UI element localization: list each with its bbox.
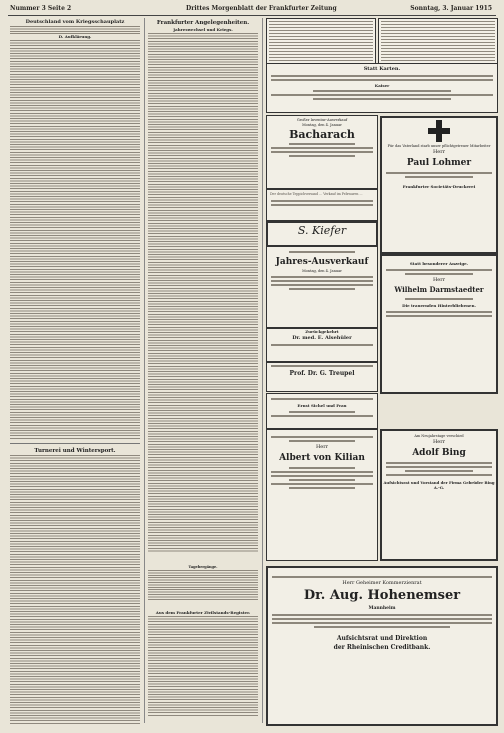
ad-lohmer-firm: Frankfurter Societäts-Druckerei bbox=[402, 184, 476, 189]
header-date: Sonntag, 3. Januar 1915 bbox=[410, 5, 492, 12]
article-body bbox=[10, 40, 140, 440]
ad-lohmer bbox=[380, 116, 498, 254]
local-news-body bbox=[148, 33, 258, 553]
local-news-subtitle: Jahreswechsel und Kriegs. bbox=[173, 27, 233, 32]
ad-kilian bbox=[266, 429, 378, 561]
article-subtitle: D. Aufklärung. bbox=[58, 34, 92, 39]
ad-lohmer-intro: Für das Vaterland starb unser pflichtgetreuer Mitarbeiter bbox=[387, 144, 491, 148]
article-column-1 bbox=[10, 19, 140, 724]
ad-kiefer-logo: S. Kiefer bbox=[297, 224, 347, 237]
ad-bacharach-inventur: Großer Inventur-Ausverkauf bbox=[296, 118, 348, 122]
ad-bing-intro: Am Neujahrstage verschied bbox=[414, 434, 464, 438]
ad-hohenemser-firm2: der Rheinischen Creditbank. bbox=[333, 644, 431, 651]
ad-jahres bbox=[266, 246, 378, 328]
ad-zurueck bbox=[266, 328, 378, 362]
ad-bing-firm: Aufsichtsrat und Vorstand der Firma Gebrüder Bing A.-G. bbox=[383, 480, 495, 490]
ad-top-right bbox=[378, 18, 498, 64]
ad-jahres-title: Jahres-Ausverkauf bbox=[275, 257, 369, 267]
ad-zurueck-title: Zurückgekehrt bbox=[305, 329, 339, 334]
ad-top-notice bbox=[266, 18, 376, 64]
article-column-2 bbox=[148, 19, 258, 564]
ad-hohenemser-name: Dr. Aug. Hohenemser bbox=[303, 588, 461, 603]
zivilstand-title: Aus dem Frankfurter Zivilstands-Register. bbox=[155, 610, 251, 615]
local-news-title: Frankfurter Angelegenheiten. bbox=[156, 20, 250, 26]
ad-statt-karten-title: Statt Karten. bbox=[363, 66, 401, 72]
ad-kilian-name: Albert von Kilian bbox=[279, 453, 365, 463]
ad-bacharach bbox=[266, 115, 378, 189]
ad-bing-herr: Herr bbox=[432, 439, 446, 445]
column-rule bbox=[262, 18, 263, 723]
tagesbergaenge-table bbox=[148, 570, 258, 600]
ad-bing-name: Adolf Bing bbox=[412, 448, 466, 458]
ad-statt-karten bbox=[266, 63, 498, 113]
ad-dr-med: Dr. med. E. Alsehüler bbox=[292, 335, 352, 341]
page-header bbox=[8, 3, 496, 16]
ad-jahres-date: Montag, den 4. Januar bbox=[302, 269, 342, 273]
ad-kilian-herr: Herr bbox=[315, 444, 329, 450]
sport-title: Turnerei und Wintersport. bbox=[34, 448, 116, 454]
header-issue: Nummer 3 Seite 2 bbox=[10, 5, 72, 12]
ad-hohenemser bbox=[266, 566, 498, 726]
article-title: Deutschland vom Kriegsschauplatz bbox=[25, 19, 125, 25]
ad-hohenemser-city: Mannheim bbox=[368, 606, 396, 611]
divider bbox=[10, 443, 140, 444]
ad-lohmer-name: Paul Lohmer bbox=[406, 158, 472, 168]
ad-sichel bbox=[266, 393, 378, 429]
iron-cross-icon bbox=[428, 120, 450, 142]
tagesbergaenge-title: Tagebergänge. bbox=[188, 565, 218, 569]
ad-darmstaedter bbox=[380, 254, 498, 394]
ad-kiefer bbox=[266, 221, 378, 247]
ad-bing bbox=[380, 429, 498, 561]
ad-treupel-name: Prof. Dr. G. Treupel bbox=[289, 370, 355, 377]
ad-hohenemser-herr: Herr Geheimer Kommerzienrat bbox=[342, 580, 422, 586]
ad-hohenemser-firm1: Aufsichtsrat und Direktion bbox=[336, 635, 428, 642]
ad-bacharach-date: Montag, den 4. Januar bbox=[302, 123, 342, 127]
ad-teppich bbox=[266, 189, 378, 221]
tagesbergaenge-block bbox=[148, 565, 258, 605]
article-text bbox=[10, 26, 140, 34]
column-rule bbox=[144, 18, 145, 723]
ad-lohmer-herr: Herr bbox=[432, 149, 446, 155]
ad-sichel-name: Ernst Sichel und Frau bbox=[297, 403, 347, 408]
ad-darmstaedter-statt: Statt besonderer Anzeige. bbox=[409, 261, 469, 266]
zivilstand-block bbox=[148, 610, 258, 722]
sport-body bbox=[10, 455, 140, 724]
ad-treupel bbox=[266, 362, 378, 392]
header-paper-title: Drittes Morgenblatt der Frankfurter Zeitung bbox=[186, 5, 337, 12]
zivilstand-body bbox=[148, 616, 258, 716]
ad-statt-karten-kaiser: Kaiser bbox=[374, 83, 390, 88]
ad-darmstaedter-herr: Herr bbox=[432, 277, 446, 283]
ad-bacharach-name: Bacharach bbox=[289, 128, 355, 141]
ad-darmstaedter-name: Wilhelm Darmstaedter bbox=[394, 285, 484, 294]
ad-teppich-text: Der deutsche Teppichversand ... Verkauf im Pelzwaren ... bbox=[270, 192, 363, 196]
ad-darmstaedter-sub: Die trauernden Hinterbliebenen. bbox=[402, 303, 476, 308]
